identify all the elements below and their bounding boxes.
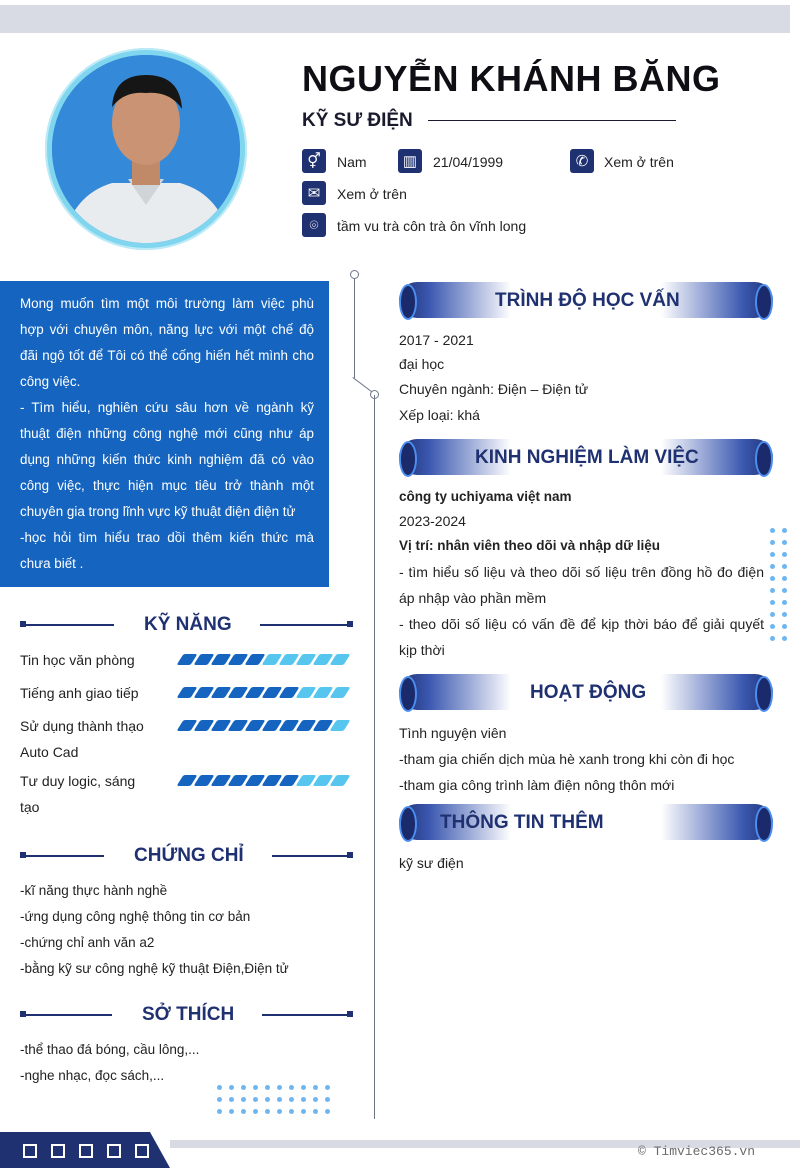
summary-text: Mong muốn tìm một môi trường làm việc phù hợp với chuyên môn, năng lực với một chế độ đãi ngộ tốt để Tôi có thể cống hiến hết mình cho công việc. - Tìm hiểu, nghiên cứu sâu hơn về ngành kỹ thuật điện những công nghệ mới cũng như áp dụng những kiến thức kinh nghiệm đã có vào công việc, thực hiện mục tiêu trở thành một chuyên gia trong lĩnh vực kỹ thuật điện điện tử -học hỏi tìm hiểu trao dồi thêm kiến thức mà chưa biết .: [20, 296, 314, 571]
decor-dot: [325, 1097, 330, 1102]
position: Vị trí: nhân viên theo dõi và nhập dữ liệu: [399, 538, 661, 553]
heading-marker: [347, 1011, 353, 1017]
decor-dot: [265, 1085, 270, 1090]
top-bar: [0, 5, 790, 33]
job-title: KỸ SƯ ĐIỆN: [302, 110, 413, 131]
decor-dot: [301, 1109, 306, 1114]
timeline-top: [354, 274, 355, 378]
skill-bar-segment: [330, 720, 351, 731]
decor-dot: [325, 1085, 330, 1090]
decor-dot: [313, 1085, 318, 1090]
decor-dot: [217, 1085, 222, 1090]
skill-bar-segment: [330, 654, 351, 665]
education-heading: TRÌNH ĐỘ HỌC VẤN: [495, 290, 680, 311]
heading-rule: [24, 624, 114, 626]
decor-dot: [782, 552, 787, 557]
education-line: Chuyên ngành: Điện – Điện tử: [399, 381, 589, 397]
skill-bar: [180, 720, 347, 731]
decor-dot: [770, 636, 775, 641]
watermark: © Timviec365.vn: [638, 1144, 756, 1159]
decor-dot: [782, 576, 787, 581]
heading-rule: [24, 1014, 112, 1016]
activity-line: Tình nguyện viên: [399, 725, 507, 741]
email-value: Xem ở trên: [337, 186, 407, 202]
decor-dot: [265, 1097, 270, 1102]
company-name: công ty uchiyama việt nam: [399, 489, 572, 504]
heading-rule: [262, 1014, 348, 1016]
experience-heading: KINH NGHIỆM LÀM VIỆC: [475, 447, 699, 468]
hobby-item: -nghe nhạc, đọc sách,...: [20, 1068, 165, 1083]
decor-dot: [782, 600, 787, 605]
avatar: [52, 55, 240, 243]
decor-dot: [782, 528, 787, 533]
decor-dot: [277, 1097, 282, 1102]
decor-dot: [313, 1097, 318, 1102]
activity-line: -tham gia công trình làm điện nông thôn mới: [399, 777, 675, 793]
decor-dot: [782, 612, 787, 617]
decor-dot: [325, 1109, 330, 1114]
decor-dot: [229, 1109, 234, 1114]
footer-square: [79, 1144, 93, 1158]
skill-label: Tin học văn phòng: [20, 652, 135, 668]
decor-dot: [770, 612, 775, 617]
decor-dot: [289, 1097, 294, 1102]
decor-dot: [253, 1085, 258, 1090]
work-period: 2023-2024: [399, 513, 466, 529]
decor-dot: [770, 540, 775, 545]
gender-value: Nam: [337, 154, 367, 170]
decor-dot: [265, 1109, 270, 1114]
decor-dot: [229, 1097, 234, 1102]
decor-dot: [782, 540, 787, 545]
decor-dot: [241, 1109, 246, 1114]
extra-line: kỹ sư điện: [399, 855, 464, 871]
skills-heading: KỸ NĂNG: [144, 614, 232, 635]
heading-marker: [347, 621, 353, 627]
gender-icon: ⚥: [302, 149, 326, 173]
hobbies-heading: SỞ THÍCH: [142, 1004, 235, 1025]
address-value: tầm vu trà côn trà ôn vĩnh long: [337, 218, 527, 234]
certificate-item: -chứng chỉ anh văn a2: [20, 935, 155, 950]
decor-dot: [301, 1085, 306, 1090]
decor-dot: [770, 576, 775, 581]
phone-value: Xem ở trên: [604, 154, 674, 170]
duty-item: - theo dõi số liệu có vấn đề để kịp thời báo để giải quyết kịp thời: [399, 616, 764, 658]
decor-dot: [241, 1097, 246, 1102]
location-icon: ⌾: [302, 213, 326, 237]
footer-square: [23, 1144, 37, 1158]
skill-label: Tư duy logic, sáng tạo: [20, 773, 136, 815]
heading-marker: [347, 852, 353, 858]
decor-dot: [217, 1097, 222, 1102]
decor-dot: [770, 588, 775, 593]
hobby-item: -thể thao đá bóng, cầu lông,...: [20, 1042, 200, 1057]
decor-dot: [253, 1109, 258, 1114]
decor-dot-column: [770, 528, 787, 641]
skill-bar-segment: [330, 775, 351, 786]
decor-dot: [217, 1109, 222, 1114]
extra-heading: THÔNG TIN THÊM: [440, 812, 604, 833]
decor-dot: [289, 1109, 294, 1114]
decor-dot: [782, 624, 787, 629]
timeline-line: [374, 395, 375, 1119]
education-line: 2017 - 2021: [399, 332, 474, 348]
heading-rule: [272, 855, 348, 857]
decor-dot: [289, 1085, 294, 1090]
cake-icon: ▥: [398, 149, 422, 173]
certificate-item: -bằng kỹ sư công nghệ kỹ thuật Điện,Điện tử: [20, 961, 289, 976]
decor-dot: [277, 1109, 282, 1114]
decor-dot: [782, 564, 787, 569]
skill-bar-segment: [330, 687, 351, 698]
decor-dot: [229, 1085, 234, 1090]
title-divider: [428, 120, 676, 121]
footer-square: [135, 1144, 149, 1158]
phone-icon: ✆: [570, 149, 594, 173]
activities-heading: HOẠT ĐỘNG: [530, 682, 647, 703]
decor-dot: [277, 1085, 282, 1090]
decor-dot: [770, 564, 775, 569]
timeline-dot-top: [350, 270, 359, 279]
decor-dot: [770, 624, 775, 629]
activity-line: -tham gia chiến dịch mùa hè xanh trong khi còn đi học: [399, 751, 735, 767]
decor-dot: [253, 1097, 258, 1102]
skill-label: Tiếng anh giao tiếp: [20, 685, 139, 701]
footer-square: [107, 1144, 121, 1158]
heading-rule: [260, 624, 348, 626]
education-line: Xếp loại: khá: [399, 407, 480, 423]
certificates-heading: CHỨNG CHỈ: [134, 845, 244, 866]
education-line: đại học: [399, 356, 445, 372]
skill-bar: [180, 687, 347, 698]
decor-dot: [313, 1109, 318, 1114]
certificate-item: -kĩ năng thực hành nghề: [20, 883, 168, 898]
decor-dot: [782, 636, 787, 641]
skill-bar: [180, 775, 347, 786]
mail-icon: ✉: [302, 181, 326, 205]
footer-square: [51, 1144, 65, 1158]
decor-dot: [770, 600, 775, 605]
decor-dot: [770, 528, 775, 533]
duty-item: - tìm hiểu số liệu và theo dõi số liệu trên đồng hồ đo điện áp nhập vào phần mềm: [399, 564, 764, 606]
decor-dot: [782, 588, 787, 593]
decor-dot-grid: [217, 1085, 330, 1114]
birthday-value: 21/04/1999: [433, 154, 504, 170]
decor-dot: [241, 1085, 246, 1090]
decor-dot: [770, 552, 775, 557]
heading-rule: [24, 855, 104, 857]
skill-label: Sử dụng thành thạo Auto Cad: [20, 718, 144, 760]
decor-dot: [301, 1097, 306, 1102]
candidate-name: NGUYỄN KHÁNH BĂNG: [302, 58, 721, 99]
skill-bar: [180, 654, 347, 665]
certificate-item: -ứng dụng công nghệ thông tin cơ bản: [20, 909, 251, 924]
